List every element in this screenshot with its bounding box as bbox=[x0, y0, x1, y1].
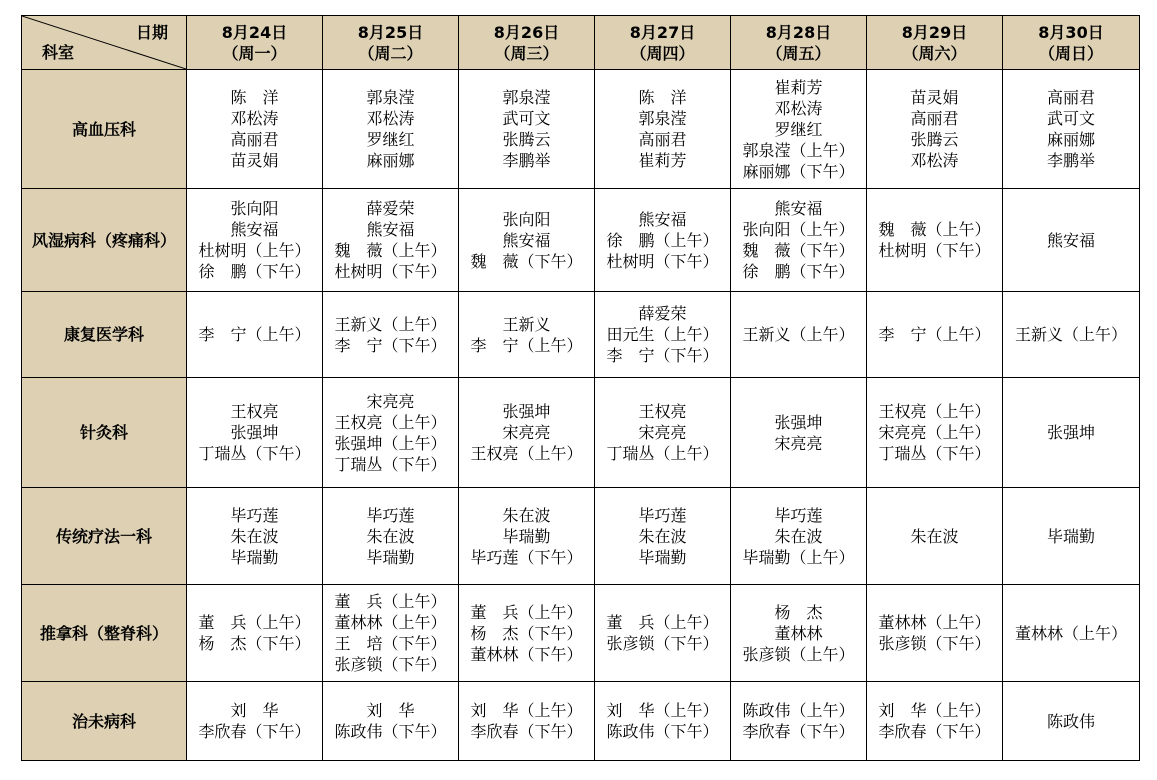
day-weekday: （周六） bbox=[902, 43, 967, 63]
day-weekday: （周日） bbox=[1038, 43, 1103, 63]
duty-names bbox=[867, 219, 1002, 261]
doctor-name: 徐 鹏（下午） bbox=[198, 262, 311, 281]
doctor-name: 宋亮亮（上午） bbox=[878, 423, 991, 442]
duty-names bbox=[187, 612, 322, 654]
duty-names bbox=[595, 612, 730, 654]
duty-names bbox=[1003, 526, 1139, 547]
corner-header-cell bbox=[22, 16, 187, 70]
doctor-name: 杜树明（下午） bbox=[878, 241, 991, 260]
duty-names bbox=[731, 324, 866, 345]
doctor-name: 董 兵（上午） bbox=[606, 613, 719, 632]
duty-names bbox=[459, 314, 594, 356]
doctor-name: 陈政伟（上午） bbox=[742, 701, 855, 720]
doctor-name: 王新义 bbox=[502, 314, 551, 334]
doctor-name: 刘 华（上午） bbox=[606, 701, 719, 720]
header-row bbox=[22, 16, 1140, 70]
schedule-row bbox=[22, 585, 1140, 682]
duty-cell bbox=[731, 378, 867, 488]
doctor-name: 董林林（下午） bbox=[470, 644, 583, 664]
doctor-name: 麻丽娜（下午） bbox=[742, 161, 855, 181]
doctor-name: 李 宁（上午） bbox=[198, 325, 311, 344]
doctor-name: 宋亮亮 bbox=[366, 391, 415, 411]
doctor-name: 武可文 bbox=[1046, 109, 1095, 128]
day-date: 8月25日 bbox=[357, 22, 424, 42]
department-name-cell: 传统疗法一科 bbox=[22, 488, 187, 585]
doctor-name: 丁瑞丛（上午） bbox=[606, 444, 719, 463]
duty-names bbox=[1003, 324, 1139, 345]
date-axis-label: 日期 bbox=[135, 23, 168, 42]
doctor-name: 薛爱荣 bbox=[366, 199, 415, 218]
duty-names bbox=[187, 700, 322, 742]
duty-names bbox=[323, 505, 458, 568]
duty-names bbox=[595, 505, 730, 568]
doctor-name: 张向阳 bbox=[502, 209, 551, 229]
doctor-name: 熊安福 bbox=[638, 209, 687, 229]
doctor-name: 李 宁（上午） bbox=[878, 325, 991, 344]
duty-cell bbox=[323, 70, 459, 189]
doctor-name: 王权亮（上午） bbox=[470, 444, 583, 463]
day-header-cell bbox=[459, 16, 595, 70]
doctor-name: 董林林（上午） bbox=[878, 613, 991, 632]
duty-cell bbox=[595, 585, 731, 682]
duty-names bbox=[323, 314, 458, 356]
schedule-row bbox=[22, 378, 1140, 488]
duty-names bbox=[323, 391, 458, 475]
duty-names bbox=[595, 303, 730, 366]
duty-names bbox=[187, 87, 322, 171]
day-date: 8月24日 bbox=[221, 22, 288, 42]
doctor-name: 苗灵娟 bbox=[910, 88, 959, 107]
duty-cell bbox=[595, 378, 731, 488]
duty-names bbox=[187, 198, 322, 282]
duty-names bbox=[1003, 230, 1139, 251]
doctor-name: 张向阳 bbox=[230, 199, 279, 218]
doctor-name: 毕瑞勤 bbox=[638, 547, 687, 567]
duty-cell bbox=[459, 189, 595, 292]
doctor-name: 苗灵娟 bbox=[230, 151, 279, 170]
duty-cell bbox=[187, 189, 323, 292]
doctor-name: 郭泉滢 bbox=[638, 109, 687, 128]
doctor-name: 李欣春（下午） bbox=[742, 722, 855, 741]
doctor-name: 郭泉滢 bbox=[502, 88, 551, 107]
day-weekday: （周二） bbox=[358, 43, 423, 63]
doctor-name: 董林林（上午） bbox=[1014, 623, 1127, 643]
department-name-cell: 治未病科 bbox=[22, 682, 187, 761]
schedule-row bbox=[22, 682, 1140, 761]
duty-cell bbox=[731, 292, 867, 378]
doctor-name: 麻丽娜 bbox=[1046, 130, 1095, 149]
duty-names bbox=[595, 209, 730, 272]
duty-names bbox=[731, 412, 866, 454]
duty-names bbox=[459, 602, 594, 665]
doctor-name: 宋亮亮 bbox=[638, 423, 687, 442]
duty-cell bbox=[323, 585, 459, 682]
duty-names bbox=[187, 505, 322, 568]
doctor-name: 熊安福 bbox=[502, 230, 551, 250]
duty-cell bbox=[1003, 189, 1140, 292]
doctor-name: 高丽君 bbox=[1046, 88, 1095, 107]
duty-cell bbox=[867, 378, 1003, 488]
duty-cell bbox=[459, 378, 595, 488]
department-name-cell: 针灸科 bbox=[22, 378, 187, 488]
doctor-name: 张彦锁（上午） bbox=[742, 644, 855, 664]
duty-names bbox=[595, 401, 730, 464]
day-header-cell bbox=[731, 16, 867, 70]
duty-cell bbox=[867, 189, 1003, 292]
doctor-name: 丁瑞丛（下午） bbox=[334, 454, 447, 474]
duty-cell bbox=[731, 70, 867, 189]
day-header-cell bbox=[1003, 16, 1140, 70]
duty-cell bbox=[731, 189, 867, 292]
schedule-row bbox=[22, 189, 1140, 292]
doctor-name: 董 兵（上午） bbox=[334, 592, 447, 611]
doctor-name: 张彦锁（下午） bbox=[606, 634, 719, 653]
doctor-name: 王权亮 bbox=[230, 402, 279, 421]
duty-cell bbox=[187, 378, 323, 488]
doctor-name: 熊安福 bbox=[366, 220, 415, 239]
doctor-name: 毕瑞勤（上午） bbox=[742, 547, 855, 567]
duty-names bbox=[1003, 623, 1139, 644]
duty-cell bbox=[187, 488, 323, 585]
duty-names bbox=[459, 209, 594, 272]
duty-names bbox=[731, 198, 866, 282]
duty-cell bbox=[323, 488, 459, 585]
doctor-name: 熊安福 bbox=[230, 220, 279, 239]
duty-names bbox=[187, 324, 322, 345]
duty-names bbox=[459, 700, 594, 742]
duty-cell bbox=[323, 378, 459, 488]
day-weekday: （周四） bbox=[630, 43, 695, 63]
doctor-name: 朱在波 bbox=[774, 526, 823, 546]
doctor-name: 刘 华（上午） bbox=[878, 701, 991, 720]
doctor-name: 董林林（上午） bbox=[334, 613, 447, 632]
duty-names bbox=[323, 700, 458, 742]
doctor-name: 李 宁（下午） bbox=[606, 346, 719, 365]
doctor-name: 杨 杰 bbox=[774, 602, 823, 622]
duty-cell bbox=[187, 292, 323, 378]
doctor-name: 高丽君 bbox=[910, 109, 959, 128]
schedule-row bbox=[22, 292, 1140, 378]
duty-cell bbox=[595, 488, 731, 585]
duty-names bbox=[867, 526, 1002, 547]
doctor-name: 杜树明（下午） bbox=[606, 251, 719, 271]
doctor-name: 陈政伟（下午） bbox=[334, 722, 447, 741]
duty-cell bbox=[323, 189, 459, 292]
department-axis-label: 科室 bbox=[42, 43, 75, 62]
schedule-row bbox=[22, 70, 1140, 189]
doctor-name: 魏 薇（上午） bbox=[334, 241, 447, 260]
doctor-name: 毕巧莲（下午） bbox=[470, 547, 583, 567]
doctor-name: 毕瑞勤 bbox=[366, 547, 415, 567]
doctor-name: 丁瑞丛（下午） bbox=[878, 444, 991, 463]
day-weekday: （周三） bbox=[494, 43, 559, 63]
doctor-name: 高丽君 bbox=[638, 130, 687, 149]
doctor-name: 罗继红 bbox=[366, 130, 415, 149]
doctor-name: 张强坤（上午） bbox=[334, 433, 447, 453]
doctor-name: 邓松涛 bbox=[774, 98, 823, 118]
duty-cell bbox=[1003, 488, 1140, 585]
day-header-cell bbox=[867, 16, 1003, 70]
duty-names bbox=[731, 77, 866, 182]
doctor-name: 杜树明（下午） bbox=[334, 262, 447, 281]
duty-names bbox=[459, 87, 594, 171]
doctor-name: 张强坤 bbox=[502, 402, 551, 421]
doctor-name: 麻丽娜 bbox=[366, 151, 415, 170]
duty-names bbox=[1003, 422, 1139, 443]
duty-cell bbox=[1003, 378, 1140, 488]
doctor-name: 王新义（上午） bbox=[1014, 325, 1127, 344]
duty-names bbox=[867, 87, 1002, 171]
doctor-name: 张强坤 bbox=[230, 423, 279, 442]
doctor-name: 魏 薇（上午） bbox=[878, 220, 991, 239]
doctor-name: 王新义（上午） bbox=[742, 325, 855, 344]
doctor-name: 张腾云 bbox=[910, 130, 959, 149]
day-date: 8月28日 bbox=[765, 22, 832, 42]
duty-names bbox=[595, 700, 730, 742]
duty-cell bbox=[459, 70, 595, 189]
day-date: 8月26日 bbox=[493, 22, 560, 42]
duty-names bbox=[867, 612, 1002, 654]
doctor-name: 朱在波 bbox=[910, 526, 959, 546]
duty-cell bbox=[595, 189, 731, 292]
doctor-name: 田元生（上午） bbox=[606, 325, 719, 344]
duty-cell bbox=[867, 488, 1003, 585]
schedule-row bbox=[22, 488, 1140, 585]
doctor-name: 陈政伟（下午） bbox=[606, 722, 719, 741]
duty-cell bbox=[867, 70, 1003, 189]
department-name-cell: 高血压科 bbox=[22, 70, 187, 189]
doctor-name: 刘 华 bbox=[366, 701, 415, 720]
doctor-name: 李 宁（上午） bbox=[470, 335, 583, 355]
doctor-name: 李 宁（下午） bbox=[334, 335, 447, 355]
doctor-name: 董 兵（上午） bbox=[470, 602, 583, 622]
duty-cell bbox=[187, 70, 323, 189]
doctor-name: 徐 鹏（上午） bbox=[606, 230, 719, 250]
duty-names bbox=[731, 602, 866, 665]
duty-cell bbox=[731, 585, 867, 682]
doctor-name: 魏 薇（下午） bbox=[742, 241, 855, 260]
doctor-name: 王权亮（上午） bbox=[878, 402, 991, 421]
doctor-name: 杨 杰（下午） bbox=[198, 634, 311, 653]
doctor-name: 李欣春（下午） bbox=[878, 722, 991, 741]
day-date: 8月27日 bbox=[629, 22, 696, 42]
duty-names bbox=[595, 87, 730, 171]
doctor-name: 李鹏举 bbox=[1046, 151, 1095, 170]
duty-names bbox=[323, 87, 458, 171]
duty-cell bbox=[867, 292, 1003, 378]
doctor-name: 宋亮亮 bbox=[774, 433, 823, 453]
doctor-name: 王 培（下午） bbox=[334, 634, 447, 653]
duty-names bbox=[459, 401, 594, 464]
duty-names bbox=[323, 198, 458, 282]
doctor-name: 崔莉芳 bbox=[774, 77, 823, 97]
doctor-name: 张彦锁（下午） bbox=[878, 634, 991, 653]
doctor-name: 邓松涛 bbox=[910, 151, 959, 170]
doctor-name: 朱在波 bbox=[366, 526, 415, 546]
duty-names bbox=[187, 401, 322, 464]
doctor-name: 毕巧莲 bbox=[774, 505, 823, 525]
duty-cell bbox=[1003, 682, 1140, 761]
doctor-name: 张腾云 bbox=[502, 130, 551, 149]
duty-names bbox=[867, 401, 1002, 464]
doctor-name: 李鹏举 bbox=[502, 151, 551, 170]
doctor-name: 魏 薇（下午） bbox=[470, 251, 583, 271]
doctor-name: 王权亮（上午） bbox=[334, 412, 447, 432]
duty-cell bbox=[459, 585, 595, 682]
doctor-name: 张向阳（上午） bbox=[742, 220, 855, 239]
duty-cell bbox=[595, 292, 731, 378]
duty-schedule-table bbox=[21, 15, 1140, 761]
duty-cell bbox=[459, 292, 595, 378]
doctor-name: 熊安福 bbox=[1046, 230, 1095, 250]
doctor-name: 毕瑞勤 bbox=[1046, 526, 1095, 546]
duty-names bbox=[459, 505, 594, 568]
duty-names bbox=[867, 700, 1002, 742]
department-name-cell: 风湿病科（疼痛科） bbox=[22, 189, 187, 292]
duty-cell bbox=[1003, 292, 1140, 378]
duty-cell bbox=[1003, 70, 1140, 189]
doctor-name: 毕巧莲 bbox=[366, 505, 415, 525]
doctor-name: 杜树明（上午） bbox=[198, 241, 311, 260]
doctor-name: 熊安福 bbox=[774, 199, 823, 218]
doctor-name: 刘 华 bbox=[230, 701, 279, 720]
day-header-cell bbox=[595, 16, 731, 70]
duty-cell bbox=[731, 488, 867, 585]
doctor-name: 王权亮 bbox=[638, 402, 687, 421]
doctor-name: 朱在波 bbox=[638, 526, 687, 546]
doctor-name: 杨 杰（下午） bbox=[470, 623, 583, 643]
doctor-name: 刘 华（上午） bbox=[470, 701, 583, 720]
doctor-name: 毕瑞勤 bbox=[502, 526, 551, 546]
doctor-name: 陈 洋 bbox=[230, 88, 279, 107]
doctor-name: 邓松涛 bbox=[366, 109, 415, 128]
doctor-name: 陈 洋 bbox=[638, 88, 687, 107]
duty-cell bbox=[731, 682, 867, 761]
doctor-name: 毕巧莲 bbox=[638, 505, 687, 525]
doctor-name: 毕巧莲 bbox=[230, 505, 279, 525]
doctor-name: 丁瑞丛（下午） bbox=[198, 444, 311, 463]
doctor-name: 徐 鹏（下午） bbox=[742, 262, 855, 281]
doctor-name: 郭泉滢（上午） bbox=[742, 140, 855, 160]
duty-names bbox=[731, 700, 866, 742]
department-name-cell: 推拿科（整脊科） bbox=[22, 585, 187, 682]
doctor-name: 朱在波 bbox=[502, 505, 551, 525]
doctor-name: 李欣春（下午） bbox=[470, 722, 583, 741]
duty-cell bbox=[1003, 585, 1140, 682]
duty-names bbox=[323, 591, 458, 675]
duty-cell bbox=[595, 682, 731, 761]
day-weekday: （周一） bbox=[222, 43, 287, 63]
doctor-name: 薛爱荣 bbox=[638, 304, 687, 323]
duty-cell bbox=[459, 488, 595, 585]
doctor-name: 朱在波 bbox=[230, 526, 279, 546]
doctor-name: 崔莉芳 bbox=[638, 151, 687, 170]
duty-cell bbox=[867, 682, 1003, 761]
doctor-name: 陈政伟 bbox=[1046, 711, 1095, 731]
duty-cell bbox=[187, 682, 323, 761]
duty-cell bbox=[323, 682, 459, 761]
duty-names bbox=[867, 324, 1002, 345]
doctor-name: 罗继红 bbox=[774, 119, 823, 139]
doctor-name: 毕瑞勤 bbox=[230, 547, 279, 567]
doctor-name: 高丽君 bbox=[230, 130, 279, 149]
duty-names bbox=[1003, 711, 1139, 732]
duty-cell bbox=[867, 585, 1003, 682]
day-header-cell bbox=[187, 16, 323, 70]
duty-cell bbox=[323, 292, 459, 378]
doctor-name: 董 兵（上午） bbox=[198, 613, 311, 632]
duty-cell bbox=[459, 682, 595, 761]
doctor-name: 董林林 bbox=[774, 623, 823, 643]
day-date: 8月29日 bbox=[901, 22, 968, 42]
duty-names bbox=[1003, 87, 1139, 171]
day-header-cell bbox=[323, 16, 459, 70]
duty-cell bbox=[187, 585, 323, 682]
day-date: 8月30日 bbox=[1038, 22, 1104, 42]
duty-cell bbox=[595, 70, 731, 189]
department-name-cell: 康复医学科 bbox=[22, 292, 187, 378]
doctor-name: 邓松涛 bbox=[230, 109, 279, 128]
doctor-name: 张强坤 bbox=[774, 412, 823, 432]
doctor-name: 张彦锁（下午） bbox=[334, 655, 447, 674]
duty-names bbox=[731, 505, 866, 568]
doctor-name: 张强坤 bbox=[1046, 423, 1095, 442]
day-weekday: （周五） bbox=[766, 43, 831, 63]
doctor-name: 王新义（上午） bbox=[334, 314, 447, 334]
doctor-name: 李欣春（下午） bbox=[198, 722, 311, 741]
doctor-name: 郭泉滢 bbox=[366, 88, 415, 107]
doctor-name: 宋亮亮 bbox=[502, 423, 551, 442]
doctor-name: 武可文 bbox=[502, 109, 551, 128]
